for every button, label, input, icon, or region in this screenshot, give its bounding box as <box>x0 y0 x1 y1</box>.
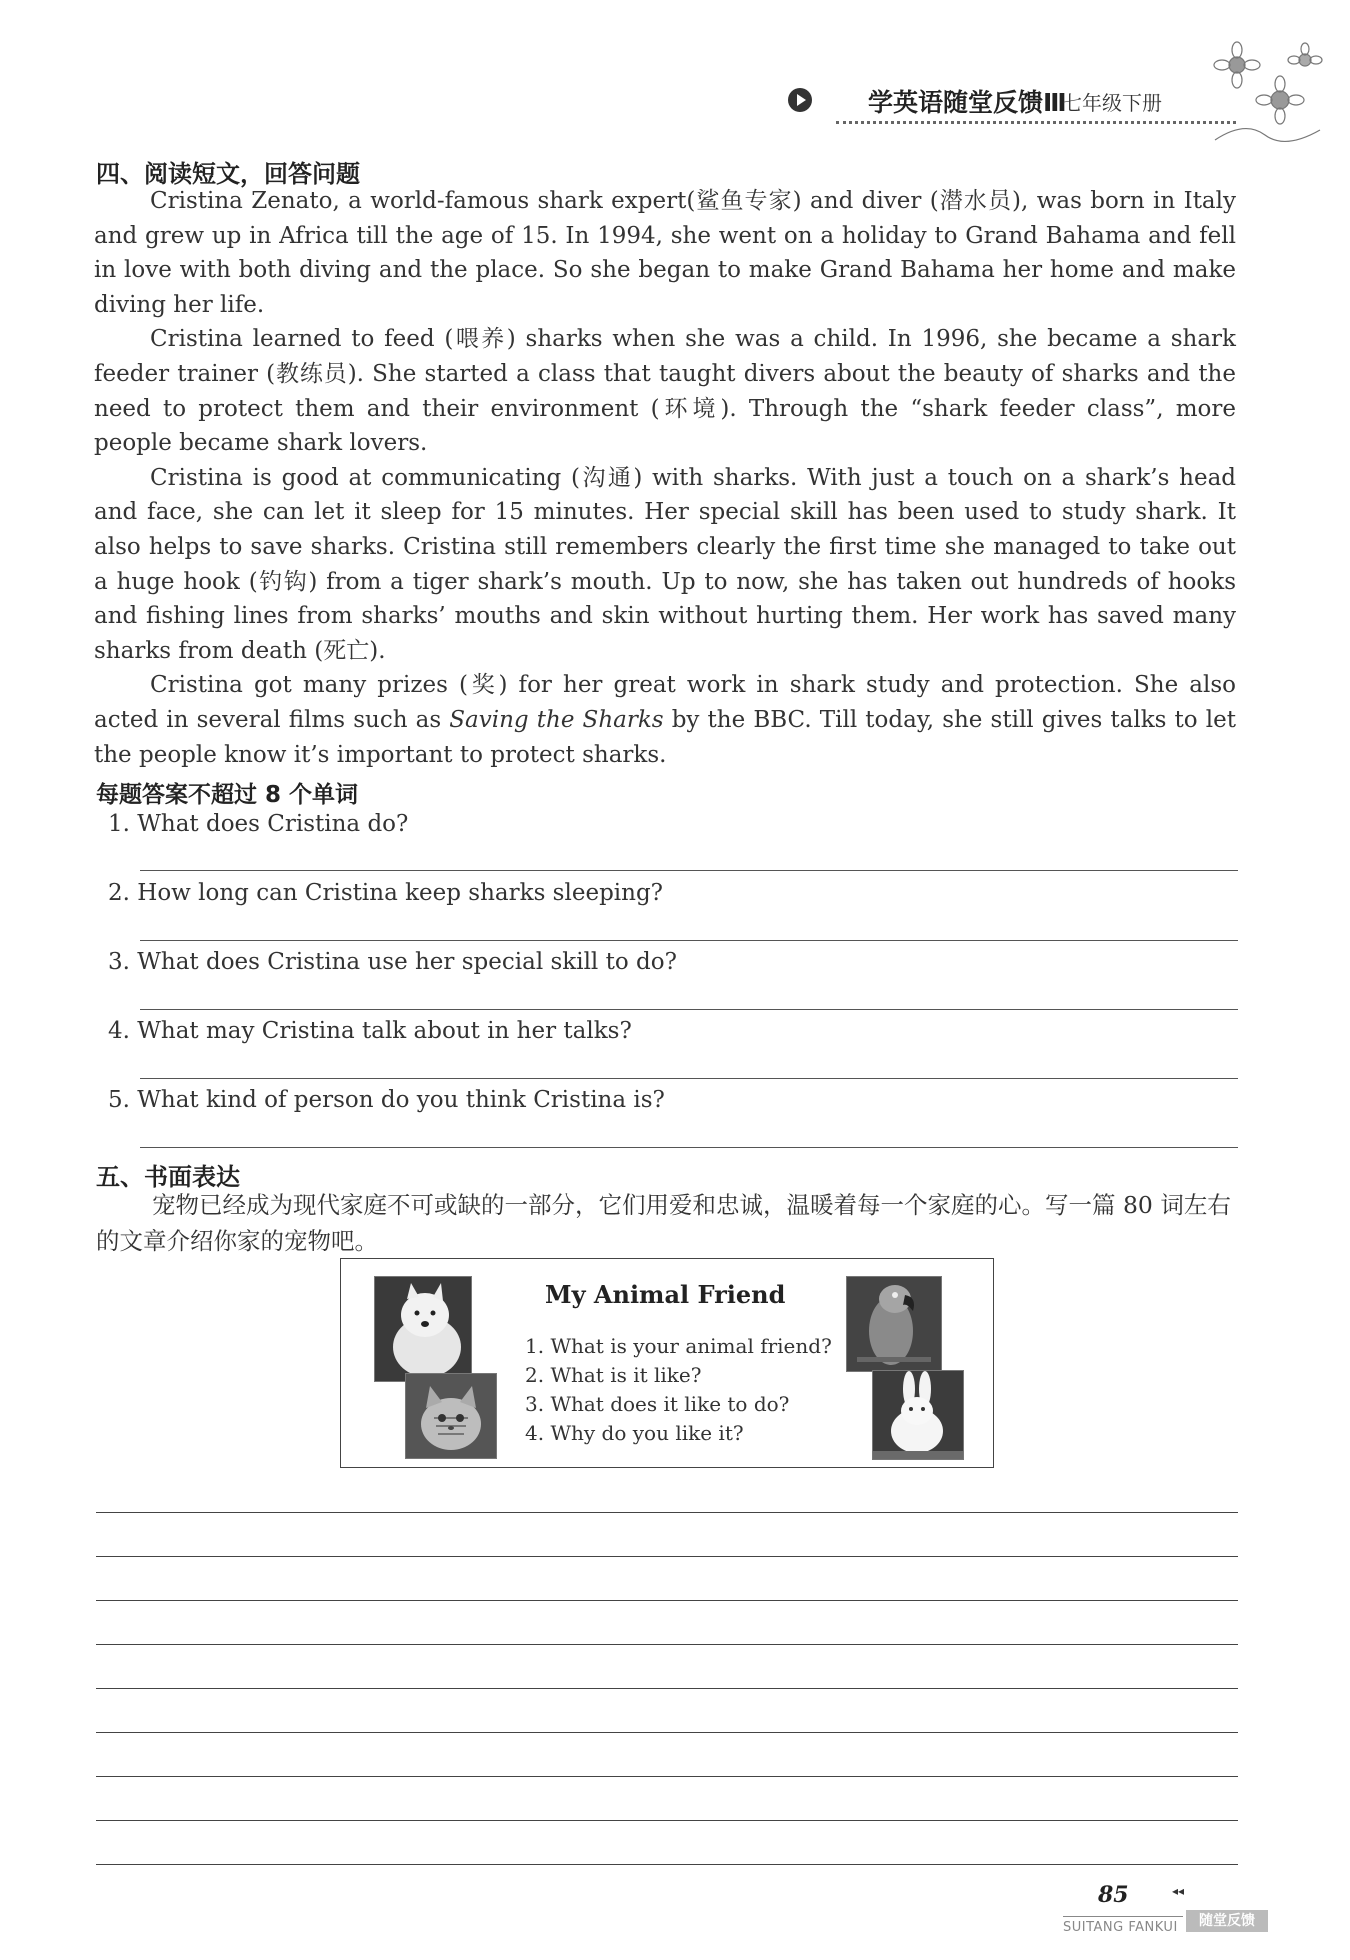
prompt-question-3: 3. What does it like to do? <box>525 1392 790 1416</box>
prompt-question-2: 2. What is it like? <box>525 1363 702 1387</box>
writing-line[interactable] <box>96 1776 1238 1777</box>
answer-line-4[interactable] <box>140 1078 1238 1079</box>
paragraph-text: by the BBC. Till today, she still gives talks to let the people know it’s important to protect sharks. <box>94 706 1236 768</box>
section-4-title: 四、阅读短文，回答问题 <box>96 160 360 188</box>
writing-task: 宠物已经成为现代家庭不可或缺的一部分，它们用爱和忠诚，温暖着每一个家庭的心。写一篇 80 词左右的文章介绍你家的宠物吧。 <box>96 1191 1231 1255</box>
parrot-photo <box>846 1276 942 1372</box>
grade-label: 七年级下册 <box>1062 91 1162 115</box>
writing-line[interactable] <box>96 1600 1238 1601</box>
box-title: My Animal Friend <box>545 1280 786 1309</box>
rabbit-photo <box>872 1370 964 1460</box>
answer-instruction: 每题答案不超过 8 个单词 <box>96 782 359 808</box>
passage-paragraph: Cristina is good at communicating (沟通) with sharks. With just a touch on a shark’s head and face, she can let it sleep for 15 minutes. Her special skill has been used to study shark. It also helps to save sharks. Cristina still remembers clearly the first time she managed to take out a huge hook (钓钩) from a tiger shark’s mouth. Up to now, she has taken out hundreds of hooks and fishing lines from sharks’ mouths and skin without hurting them. Her work has saved many sharks from death (死亡). <box>94 464 1236 664</box>
flower-decoration-icon <box>1205 40 1325 150</box>
writing-line[interactable] <box>96 1864 1238 1865</box>
play-icon <box>788 88 812 112</box>
question-4: 4. What may Cristina talk about in her talks? <box>108 1018 632 1044</box>
question-3: 3. What does Cristina use her special skill to do? <box>108 949 677 975</box>
paragraph-text: Cristina got many prizes (奖) for her great work in shark study and protection. She also acted in several films such as <box>94 672 1236 733</box>
answer-line-2[interactable] <box>140 940 1238 941</box>
writing-line[interactable] <box>96 1644 1238 1645</box>
question-5: 5. What kind of person do you think Cristina is? <box>108 1087 665 1113</box>
passage-paragraph: Cristina learned to feed (喂养) sharks when she was a child. In 1996, she became a shark feeder trainer (教练员). She started a class that taught divers about the beauty of sharks and the need to protect them and their environment (环境). Through the “shark feeder class”, more people became shark lovers. <box>94 326 1236 457</box>
answer-line-3[interactable] <box>140 1009 1238 1010</box>
writing-line[interactable] <box>96 1556 1238 1557</box>
passage-paragraph: Cristina Zenato, a world-famous shark expert(鲨鱼专家) and diver (潜水员), was born in Italy and grew up in Africa till the age of 15. In 1994, she went on a holiday to Grand Bahama and fell in love with both diving and the place. So she began to make Grand Bahama her home and make diving her life. <box>94 188 1236 318</box>
dog-photo <box>374 1276 472 1382</box>
prompt-question-4: 4. Why do you like it? <box>525 1421 744 1445</box>
footer-brand-en: SUITANG FANKUI <box>1063 1920 1178 1935</box>
reading-passage <box>94 184 1236 772</box>
double-arrow-icon: ◂◂ <box>1172 1884 1185 1898</box>
film-title: Saving the Sharks <box>449 706 664 733</box>
header-dotted-rule <box>836 121 1236 124</box>
prompt-question-1: 1. What is your animal friend? <box>525 1334 832 1358</box>
passage-paragraph <box>94 668 1236 772</box>
footer-rule <box>1063 1916 1183 1917</box>
writing-line[interactable] <box>96 1512 1238 1513</box>
answer-line-5[interactable] <box>140 1147 1238 1148</box>
question-1: 1. What does Cristina do? <box>108 811 409 837</box>
section-5-title: 五、书面表达 <box>96 1163 240 1191</box>
writing-line[interactable] <box>96 1688 1238 1689</box>
writing-line[interactable] <box>96 1820 1238 1821</box>
footer-brand-cn: 随堂反馈 <box>1186 1910 1268 1932</box>
question-2: 2. How long can Cristina keep sharks sleeping? <box>108 880 664 906</box>
writing-line[interactable] <box>96 1732 1238 1733</box>
book-title: 学英语随堂反馈Ⅲ <box>868 88 1067 117</box>
cat-photo <box>405 1373 497 1459</box>
answer-line-1[interactable] <box>140 870 1238 871</box>
page-number: 85 <box>1098 1882 1129 1908</box>
